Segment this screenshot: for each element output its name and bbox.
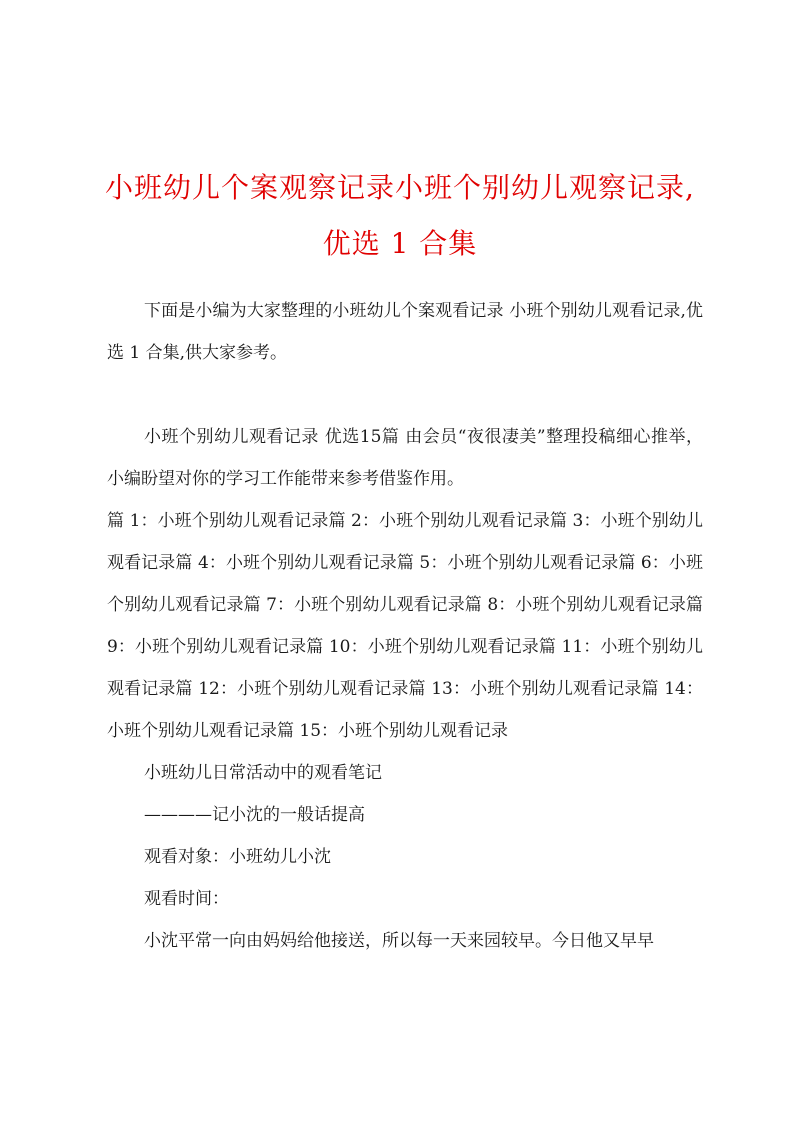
section-subtitle: ————记小沈的一般话提高: [144, 805, 365, 825]
title-line-2: 优选 1 合集: [322, 227, 478, 260]
observation-object: 观看对象：小班幼儿小沈: [144, 847, 331, 867]
observation-time: 观看时间：: [144, 889, 229, 909]
content-paragraph: 小沈平常一向由妈妈给他接送，所以每一天来园较早。今日他又早早: [144, 931, 654, 951]
section-heading: 小班幼儿日常活动中的观看笔记: [144, 763, 382, 783]
table-of-contents: 篇 1：小班个别幼儿观看记录篇 2：小班个别幼儿观看记录篇 3：小班个别幼儿观看记录篇 4：小班个别幼儿观看记录篇 5：小班个别幼儿观看记录篇 6：小班个别幼儿观看记录篇 7：小班个别幼儿观看记录篇 8：小班个别幼儿观看记录篇 9：小班个别幼儿观看记录篇 10：小班个别幼儿观看记录篇 11：小班个别幼儿观看记录篇 12：小班个别幼儿观看记录篇 13：小班个别幼儿观看记录篇 14：小班个别幼儿观看记录篇 15：小班个别幼儿观看记录: [107, 511, 703, 741]
title-line-1: 小班幼儿个案观察记录小班个别幼儿观察记录,: [105, 171, 695, 204]
document-title: [60, 160, 740, 272]
document-body: [107, 290, 703, 962]
summary-paragraph: 小班个别幼儿观看记录 优选15篇 由会员“夜很凄美”整理投稿细心推举，小编盼望对你的学习工作能带来参考借鉴作用。: [107, 427, 703, 489]
intro-paragraph: 下面是小编为大家整理的小班幼儿个案观看记录 小班个别幼儿观看记录,优选 1 合集,供大家参考。: [107, 301, 703, 363]
paragraph-spacer: [107, 374, 703, 416]
